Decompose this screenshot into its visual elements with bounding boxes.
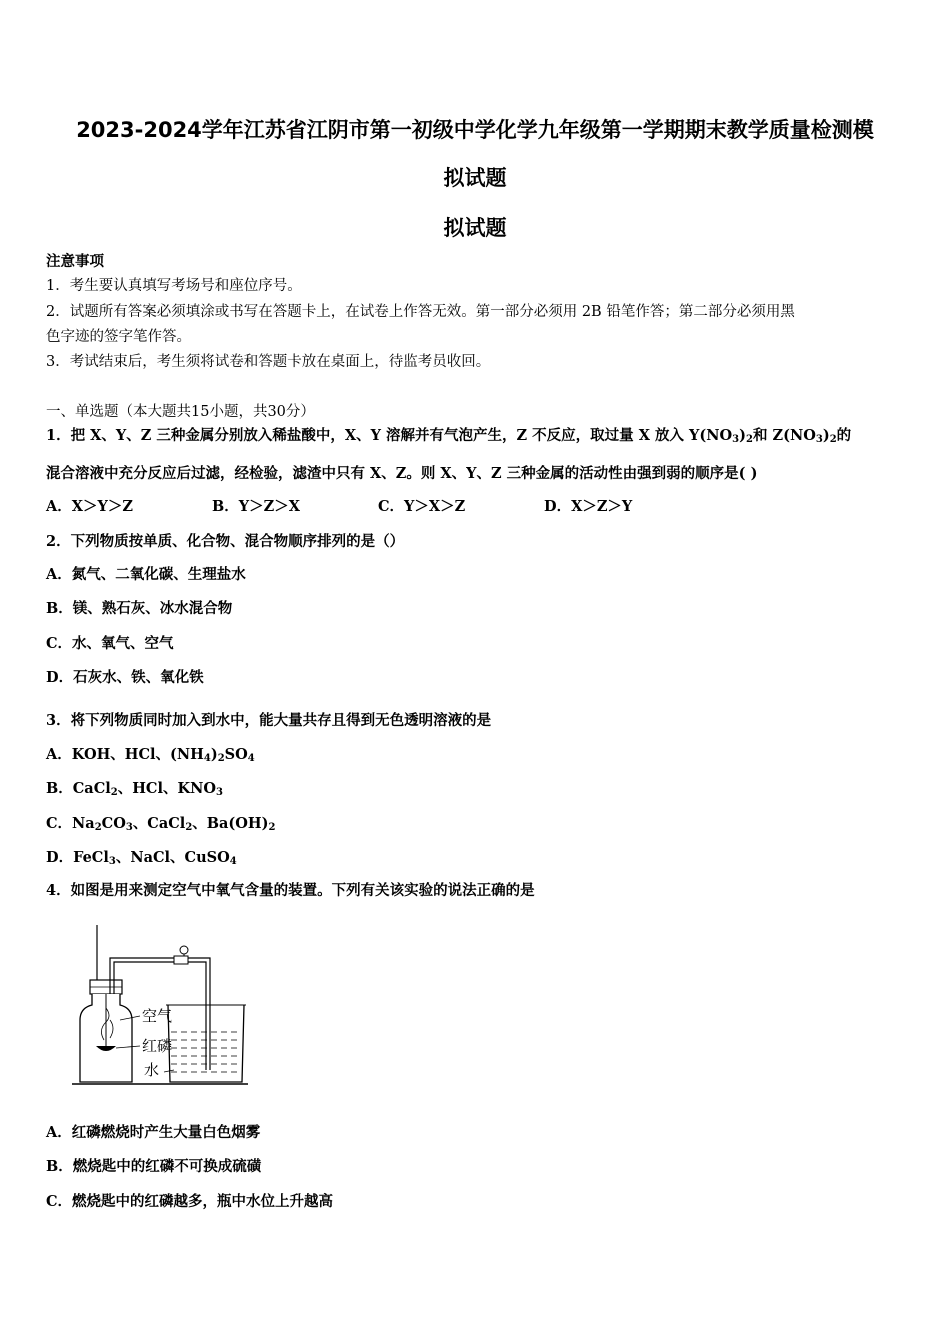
q1-stem-line2: 混合溶液中充分反应后过滤，经检验，滤渣中只有 X、Z。则 X、Y、Z 三种金属的活动性由强到弱的顺序是( ) — [46, 465, 758, 482]
q1-option-c[interactable]: C．Y＞X＞Z — [378, 498, 466, 515]
q2-stem: 2．下列物质按单质、化合物、混合物顺序排列的是（） — [46, 533, 405, 550]
q2-option-a[interactable]: A．氮气、二氧化碳、生理盐水 — [46, 566, 246, 583]
exam-title-line1: 2023-2024学年江苏省江阴市第一初级中学化学九年级第一学期期末教学质量检测模 — [76, 118, 874, 142]
exam-title-line3: 拟试题 — [443, 216, 507, 240]
q1-option-b[interactable]: B．Y＞Z＞X — [212, 498, 300, 515]
q1-option-a[interactable]: A．X＞Y＞Z — [46, 498, 133, 515]
notice-heading: 注意事项 — [46, 253, 104, 270]
q2-option-d[interactable]: D．石灰水、铁、氧化铁 — [46, 669, 204, 686]
q4-option-c[interactable]: C．燃烧匙中的红磷越多，瓶中水位上升越高 — [46, 1193, 334, 1210]
section-heading: 一、单选题（本大题共15小题，共30分） — [46, 404, 315, 420]
q4-option-a[interactable]: A．红磷燃烧时产生大量白色烟雾 — [46, 1124, 261, 1141]
notice-item-2b: 色字迹的签字笔作答。 — [46, 329, 191, 345]
q2-option-c[interactable]: C．水、氧气、空气 — [46, 635, 174, 652]
oxygen-experiment-diagram — [70, 920, 255, 1090]
label-air: 空气 — [142, 1007, 173, 1025]
q4-stem: 4．如图是用来测定空气中氧气含量的装置。下列有关该实验的说法正确的是 — [46, 882, 535, 899]
label-red-phosphorus: 红磷 — [142, 1037, 173, 1055]
notice-item-3: 3．考试结束后，考生须将试卷和答题卡放在桌面上，待监考员收回。 — [46, 354, 491, 370]
q2-option-b[interactable]: B．镁、熟石灰、冰水混合物 — [46, 600, 233, 617]
q1-options — [46, 498, 908, 516]
q3-option-b[interactable]: B．CaCl$_2$、HCl、$KNO_3$ — [46, 780, 223, 798]
q1-option-d[interactable]: D．X＞Z＞Y — [544, 498, 633, 515]
q3-option-a[interactable]: A．KOH、HCl、$(NH_4)_2SO_4$ — [46, 746, 255, 764]
q4-option-b[interactable]: B．燃烧匙中的红磷不可换成硫磺 — [46, 1158, 262, 1175]
notice-item-2a: 2．试题所有答案必须填涂或书写在答题卡上，在试卷上作答无效。第一部分必须用 2B 铅笔作答；第二部分必须用黑 — [46, 304, 795, 320]
notice-item-1: 1．考生要认真填写考场号和座位序号。 — [46, 278, 302, 294]
q3-option-c[interactable]: C．$Na_2CO_3$、CaCl$_2$、$Ba(OH)_2$ — [46, 815, 276, 833]
exam-title-line2: 拟试题 — [443, 166, 507, 190]
q3-option-d[interactable]: D．FeCl$_3$、NaCl、CuSO$_4$ — [46, 849, 237, 867]
label-water: 水 — [144, 1061, 160, 1079]
q3-stem: 3．将下列物质同时加入到水中，能大量共存且得到无色透明溶液的是 — [46, 712, 492, 729]
q1-stem-line1: 1．把 X、Y、Z 三种金属分别放入稀盐酸中，X、Y 溶解并有气泡产生，Z 不反应，取过量 X 放入 $Y(NO_3)_2$和 $Z(NO_3)_2$的 — [46, 427, 852, 445]
